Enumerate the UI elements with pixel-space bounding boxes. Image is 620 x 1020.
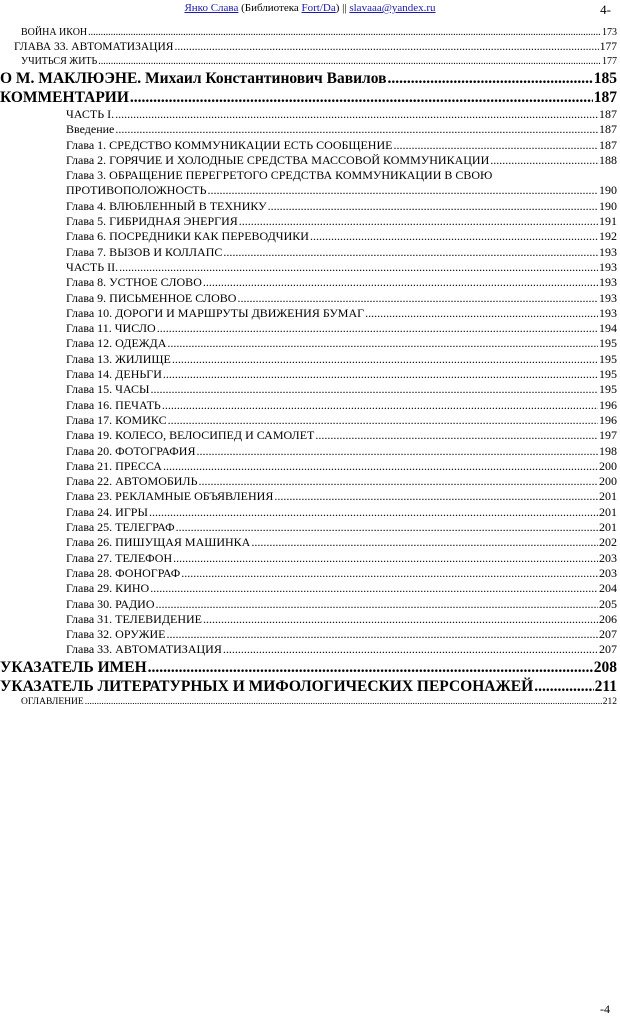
toc-entry[interactable] bbox=[0, 153, 620, 168]
dot-leader bbox=[148, 658, 593, 677]
toc-entry-page: 177 bbox=[599, 41, 617, 53]
toc-entry-page: 201 bbox=[599, 504, 617, 519]
toc-entry-page: 203 bbox=[599, 565, 617, 580]
author-link[interactable]: Янко Слава bbox=[184, 2, 239, 14]
toc-entry[interactable] bbox=[0, 398, 620, 413]
toc-entry-title: ОГЛАВЛЕНИЕ bbox=[21, 696, 84, 707]
toc-entry-page: 195 bbox=[599, 367, 617, 382]
toc-entry[interactable] bbox=[0, 214, 620, 229]
toc-entry[interactable] bbox=[0, 474, 620, 489]
page-header bbox=[0, 2, 620, 16]
toc-entry-title: КОММЕНТАРИИ bbox=[0, 89, 129, 106]
toc-entry-title: Глава 19. КОЛЕСО, ВЕЛОСИПЕД И САМОЛЕТ bbox=[66, 428, 315, 443]
toc-entry-title: УЧИТЬСЯ ЖИТЬ bbox=[21, 56, 98, 67]
toc-entry-page: 196 bbox=[599, 397, 617, 412]
toc-entry[interactable] bbox=[0, 696, 620, 709]
toc-entry[interactable] bbox=[0, 581, 620, 596]
toc-entry-title: Глава 7. ВЫЗОВ И КОЛЛАПС bbox=[66, 244, 223, 259]
dot-leader bbox=[172, 352, 598, 367]
toc-entry[interactable] bbox=[0, 88, 620, 107]
toc-entry[interactable] bbox=[0, 627, 620, 642]
toc-entry-title: Глава 23. РЕКЛАМНЫЕ ОБЪЯВЛЕНИЯ bbox=[66, 489, 274, 504]
email-link[interactable]: slavaaa@yandex.ru bbox=[349, 2, 436, 14]
toc-entry-page: 191 bbox=[599, 214, 617, 229]
toc-entry-page: 195 bbox=[599, 336, 617, 351]
dot-leader bbox=[174, 40, 598, 55]
toc-entry[interactable] bbox=[0, 199, 620, 214]
dot-leader bbox=[196, 444, 598, 459]
dot-leader bbox=[162, 398, 598, 413]
toc-entry[interactable] bbox=[0, 597, 620, 612]
toc-entry-title: Глава 9. ПИСЬМЕННОЕ СЛОВО bbox=[66, 290, 237, 305]
toc-entry-title: Глава 4. ВЛЮБЛЕННЫЙ В ТЕХНИКУ bbox=[66, 198, 267, 213]
dot-leader bbox=[365, 306, 598, 321]
toc-entry[interactable] bbox=[0, 677, 620, 696]
dot-leader bbox=[490, 153, 598, 168]
dot-leader bbox=[237, 291, 598, 306]
toc-entry-title: Глава 31. ТЕЛЕВИДЕНИЕ bbox=[66, 611, 203, 626]
toc-entry-title: Глава 21. ПРЕССА bbox=[66, 458, 162, 473]
toc-entry[interactable] bbox=[0, 520, 620, 535]
toc-entry[interactable] bbox=[0, 138, 620, 153]
table-of-contents bbox=[0, 26, 620, 709]
toc-entry-page: 192 bbox=[599, 229, 617, 244]
toc-entry-page: 194 bbox=[599, 321, 617, 336]
toc-entry[interactable] bbox=[0, 382, 620, 397]
toc-entry-page: 193 bbox=[599, 259, 617, 274]
dot-leader bbox=[163, 367, 598, 382]
library-link[interactable]: Fort/Da bbox=[301, 2, 336, 14]
toc-entry-title: Глава 20. ФОТОГРАФИЯ bbox=[66, 443, 196, 458]
toc-entry-page: 206 bbox=[599, 611, 617, 626]
toc-entry-title: Глава 24. ИГРЫ bbox=[66, 504, 148, 519]
toc-entry[interactable] bbox=[0, 55, 620, 69]
toc-entry-page: 202 bbox=[599, 535, 617, 550]
toc-entry-title: Глава 22. АВТОМОБИЛЬ bbox=[66, 474, 198, 489]
toc-entry-page: 195 bbox=[599, 382, 617, 397]
toc-entry-title: УКАЗАТЕЛЬ ЛИТЕРАТУРНЫХ И МИФОЛОГИЧЕСКИХ ПЕРСОНАЖЕЙ bbox=[0, 677, 534, 695]
toc-entry-page: 177 bbox=[602, 56, 617, 67]
dot-leader bbox=[130, 88, 593, 107]
toc-entry[interactable] bbox=[0, 535, 620, 550]
toc-entry-page: 193 bbox=[599, 305, 617, 320]
toc-entry[interactable] bbox=[0, 658, 620, 677]
toc-entry-page: 203 bbox=[599, 550, 617, 565]
toc-entry[interactable] bbox=[0, 566, 620, 581]
dot-leader bbox=[173, 551, 598, 566]
dot-leader bbox=[181, 566, 598, 581]
toc-entry[interactable] bbox=[0, 26, 620, 40]
toc-entry-title: Глава 8. УСТНОЕ СЛОВО bbox=[66, 275, 202, 290]
toc-entry-title: ВОЙНА ИКОН bbox=[21, 27, 88, 38]
toc-entry-title: Глава 16. ПЕЧАТЬ bbox=[66, 397, 161, 412]
toc-entry[interactable] bbox=[0, 505, 620, 520]
toc-entry[interactable] bbox=[0, 352, 620, 367]
toc-entry-page: 207 bbox=[599, 642, 617, 657]
toc-entry-page: 211 bbox=[594, 677, 617, 695]
toc-entry-title: Глава 1. СРЕДСТВО КОММУНИКАЦИИ ЕСТЬ СООБЩЕНИЕ bbox=[66, 137, 393, 152]
dot-leader bbox=[203, 275, 598, 290]
toc-entry-title-continued: ПРОТИВОПОЛОЖНОСТЬ bbox=[66, 183, 207, 198]
toc-entry-title: Глава 6. ПОСРЕДНИКИ КАК ПЕРЕВОДЧИКИ bbox=[66, 229, 309, 244]
toc-entry-page: 200 bbox=[599, 458, 617, 473]
toc-entry-page: 190 bbox=[599, 198, 617, 213]
toc-entry-title: Глава 28. ФОНОГРАФ bbox=[66, 565, 181, 580]
toc-entry-page: 185 bbox=[593, 70, 617, 87]
toc-entry[interactable] bbox=[0, 168, 620, 199]
toc-entry-page: 190 bbox=[599, 183, 617, 198]
toc-entry[interactable] bbox=[0, 413, 620, 428]
dot-leader bbox=[223, 245, 598, 260]
dot-leader bbox=[163, 459, 598, 474]
toc-entry-title: Глава 5. ГИБРИДНАЯ ЭНЕРГИЯ bbox=[66, 214, 238, 229]
toc-entry-page: 195 bbox=[599, 351, 617, 366]
toc-entry-page: 193 bbox=[599, 290, 617, 305]
toc-entry-page: 201 bbox=[599, 520, 617, 535]
toc-entry-page: 198 bbox=[599, 443, 617, 458]
toc-entry[interactable] bbox=[0, 367, 620, 382]
dot-leader bbox=[168, 413, 598, 428]
toc-entry[interactable] bbox=[0, 229, 620, 244]
toc-entry[interactable] bbox=[0, 336, 620, 351]
toc-entry-title: УКАЗАТЕЛЬ ИМЕН bbox=[0, 658, 147, 676]
toc-entry-title: Глава 32. ОРУЖИЕ bbox=[66, 627, 166, 642]
toc-entry-title: О М. МАКЛЮЭНЕ. Михаил Константинович Вавилов bbox=[0, 70, 387, 87]
toc-entry-page: 187 bbox=[599, 107, 617, 121]
library-suffix: ) || bbox=[335, 2, 350, 14]
dot-leader bbox=[198, 474, 598, 489]
toc-entry-title: Глава 27. ТЕЛЕФОН bbox=[66, 550, 173, 565]
toc-entry[interactable] bbox=[0, 489, 620, 504]
toc-entry-title: ГЛАВА 33. АВТОМАТИЗАЦИЯ bbox=[14, 41, 174, 53]
toc-entry[interactable] bbox=[0, 306, 620, 321]
dot-leader bbox=[151, 382, 598, 397]
toc-entry-page: 204 bbox=[599, 581, 617, 596]
toc-entry[interactable] bbox=[0, 428, 620, 443]
toc-entry-title: Глава 11. ЧИСЛО bbox=[66, 321, 156, 336]
toc-entry-page: 187 bbox=[599, 137, 617, 152]
dot-leader bbox=[115, 122, 598, 137]
toc-entry-page: 197 bbox=[599, 428, 617, 443]
header-line bbox=[0, 2, 620, 15]
toc-entry-page: 208 bbox=[593, 658, 617, 676]
dot-leader bbox=[387, 69, 592, 88]
toc-entry-title: ЧАСТЬ II. bbox=[66, 259, 119, 274]
toc-entry[interactable] bbox=[0, 122, 620, 137]
dot-leader bbox=[268, 199, 598, 214]
toc-entry[interactable] bbox=[0, 321, 620, 336]
dot-leader bbox=[149, 505, 598, 520]
toc-entry-title: Глава 12. ОДЕЖДА bbox=[66, 336, 167, 351]
dot-leader bbox=[239, 214, 598, 229]
toc-entry[interactable] bbox=[0, 260, 620, 275]
footer-page-number: -4 bbox=[600, 1002, 610, 1016]
dot-leader bbox=[167, 336, 598, 351]
toc-entry-title: Глава 29. КИНО bbox=[66, 581, 150, 596]
toc-entry[interactable] bbox=[0, 275, 620, 290]
dot-leader bbox=[156, 597, 598, 612]
toc-entry-title: Глава 2. ГОРЯЧИЕ И ХОЛОДНЫЕ СРЕДСТВА МАССОВОЙ КОММУНИКАЦИИ bbox=[66, 152, 490, 167]
toc-entry[interactable] bbox=[0, 40, 620, 55]
toc-entry[interactable] bbox=[0, 612, 620, 627]
toc-entry-page: 173 bbox=[602, 27, 617, 38]
toc-entry-title: ЧАСТЬ I. bbox=[66, 107, 115, 121]
toc-entry-page: 200 bbox=[599, 474, 617, 489]
toc-entry-page: 187 bbox=[593, 89, 617, 106]
toc-entry[interactable] bbox=[0, 107, 620, 122]
dot-leader bbox=[176, 520, 598, 535]
toc-entry-page: 193 bbox=[599, 244, 617, 259]
dot-leader bbox=[98, 55, 601, 69]
toc-entry[interactable] bbox=[0, 642, 620, 657]
library-prefix: (Библиотека bbox=[238, 2, 302, 14]
toc-entry[interactable] bbox=[0, 459, 620, 474]
toc-entry[interactable] bbox=[0, 444, 620, 459]
toc-entry-title: Глава 3. ОБРАЩЕНИЕ ПЕРЕГРЕТОГО СРЕДСТВА КОММУНИКАЦИИ В СВОЮ bbox=[66, 168, 493, 183]
toc-entry-title: Глава 33. АВТОМАТИЗАЦИЯ bbox=[66, 642, 222, 657]
dot-leader bbox=[88, 26, 601, 40]
dot-leader bbox=[393, 138, 598, 153]
toc-entry-page: 187 bbox=[599, 122, 617, 137]
dot-leader bbox=[534, 677, 593, 696]
toc-entry-page: 201 bbox=[599, 489, 617, 504]
toc-entry-title: Глава 14. ДЕНЬГИ bbox=[66, 367, 162, 382]
toc-entry-title: Глава 25. ТЕЛЕГРАФ bbox=[66, 520, 175, 535]
toc-entry-title: Введение bbox=[66, 122, 115, 137]
toc-entry-page: 212 bbox=[602, 696, 617, 707]
toc-entry-page: 196 bbox=[599, 412, 617, 427]
header-page-number: 4- bbox=[600, 2, 611, 17]
toc-entry-title: Глава 15. ЧАСЫ bbox=[66, 382, 150, 397]
toc-entry-title: Глава 10. ДОРОГИ И МАРШРУТЫ ДВИЖЕНИЯ БУМАГ bbox=[66, 305, 365, 320]
toc-entry-page: 193 bbox=[599, 275, 617, 290]
dot-leader bbox=[166, 627, 598, 642]
dot-leader bbox=[203, 612, 598, 627]
dot-leader bbox=[274, 489, 598, 504]
toc-entry-page: 205 bbox=[599, 596, 617, 611]
toc-entry[interactable] bbox=[0, 291, 620, 306]
dot-leader bbox=[119, 260, 598, 275]
toc-entry-page: 207 bbox=[599, 627, 617, 642]
dot-leader bbox=[251, 535, 598, 550]
dot-leader bbox=[310, 229, 598, 244]
dot-leader bbox=[85, 696, 602, 709]
toc-entry-page: 188 bbox=[599, 152, 617, 167]
toc-entry-title: Глава 30. РАДИО bbox=[66, 596, 155, 611]
toc-entry[interactable] bbox=[0, 69, 620, 88]
toc-entry-title: Глава 17. КОМИКС bbox=[66, 412, 167, 427]
dot-leader bbox=[115, 107, 598, 122]
dot-leader bbox=[223, 642, 598, 657]
toc-entry-title: Глава 13. ЖИЛИЩЕ bbox=[66, 351, 171, 366]
dot-leader bbox=[208, 183, 598, 198]
dot-leader bbox=[315, 428, 598, 443]
toc-entry[interactable] bbox=[0, 551, 620, 566]
toc-entry-title: Глава 26. ПИШУЩАЯ МАШИНКА bbox=[66, 535, 251, 550]
dot-leader bbox=[150, 581, 598, 596]
dot-leader bbox=[157, 321, 598, 336]
toc-entry[interactable] bbox=[0, 245, 620, 260]
